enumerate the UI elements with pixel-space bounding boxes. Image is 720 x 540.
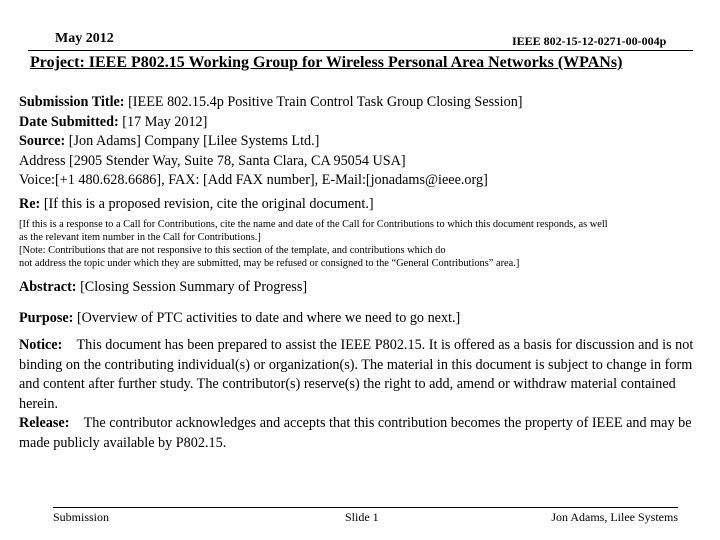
re-row <box>19 195 714 215</box>
purpose-label: Purpose: <box>19 309 74 326</box>
purpose-value: [Overview of PTC activities to date and where we need to go next.] <box>76 309 461 326</box>
re-label: Re: <box>19 195 41 212</box>
release-label: Release: <box>19 415 70 431</box>
note-line: as the relevant item number in the Call for Contributions.] <box>19 232 261 243</box>
note-line: [If this is a response to a Call for Contributions, cite the name and date of the Call for Contributions to which this document responds, as well <box>19 219 608 230</box>
notice-label: Notice: <box>19 337 63 353</box>
note-line: not address the topic under which they are submitted, may be refused or consigned to the “General Contributions” area.] <box>19 258 520 269</box>
re-value: [If this is a proposed revision, cite the original document.] <box>43 195 374 212</box>
source-value: [Jon Adams] Company [Lilee Systems Ltd.] <box>68 133 320 149</box>
release-text: The contributor acknowledges and accepts that this contribution becomes the property of IEEE and may be made publicly available by P802.15. <box>19 415 692 451</box>
header-doc-id: IEEE 802-15-12-0271-00-004p <box>512 34 667 48</box>
release-paragraph <box>19 414 714 453</box>
abstract-value: [Closing Session Summary of Progress] <box>80 279 308 295</box>
abstract-row <box>19 278 714 298</box>
header-date: May 2012 <box>55 31 114 46</box>
abstract-label: Abstract: <box>19 279 77 295</box>
footer-author: Jon Adams, Lilee Systems <box>551 510 678 524</box>
notes-block <box>19 218 714 270</box>
notice-paragraph <box>19 336 714 414</box>
header-rule <box>28 50 693 51</box>
date-submitted-value: [17 May 2012] <box>122 113 208 130</box>
footer-left: Submission <box>53 510 110 524</box>
date-submitted-label: Date Submitted: <box>19 113 119 130</box>
submission-title-row <box>19 93 714 113</box>
project-title: Project: IEEE P802.15 Working Group for Wireless Personal Area Networks (WPANs) <box>30 54 623 71</box>
contact-row: Voice:[+1 480.628.6686], FAX: [Add FAX number], E-Mail:[jonadams@ieee.org] <box>19 172 488 188</box>
notice-text: This document has been prepared to assist the IEEE P802.15. It is offered as a basis for discussion and is not binding on the contributing individual(s) or organization(s). The material in this document is subject to change in form and content after further study. The contributor(s) reserve(s) the right to add, amend or withdraw material contained herein. <box>19 337 694 412</box>
footer-rule <box>53 507 678 508</box>
purpose-row <box>19 309 714 329</box>
footer-slide-number: Slide 1 <box>345 510 379 524</box>
date-submitted-row <box>19 113 714 133</box>
source-row <box>19 132 714 152</box>
address-row: Address [2905 Stender Way, Suite 78, Santa Clara, CA 95054 USA] <box>19 152 406 169</box>
source-label: Source: <box>19 133 66 149</box>
document-body <box>19 93 714 453</box>
submission-title-value: [IEEE 802.15.4p Positive Train Control Task Group Closing Session] <box>128 94 523 110</box>
note-line: [Note: Contributions that are not responsive to this section of the template, and contributions which do <box>19 245 446 256</box>
submission-title-label: Submission Title: <box>19 94 125 110</box>
